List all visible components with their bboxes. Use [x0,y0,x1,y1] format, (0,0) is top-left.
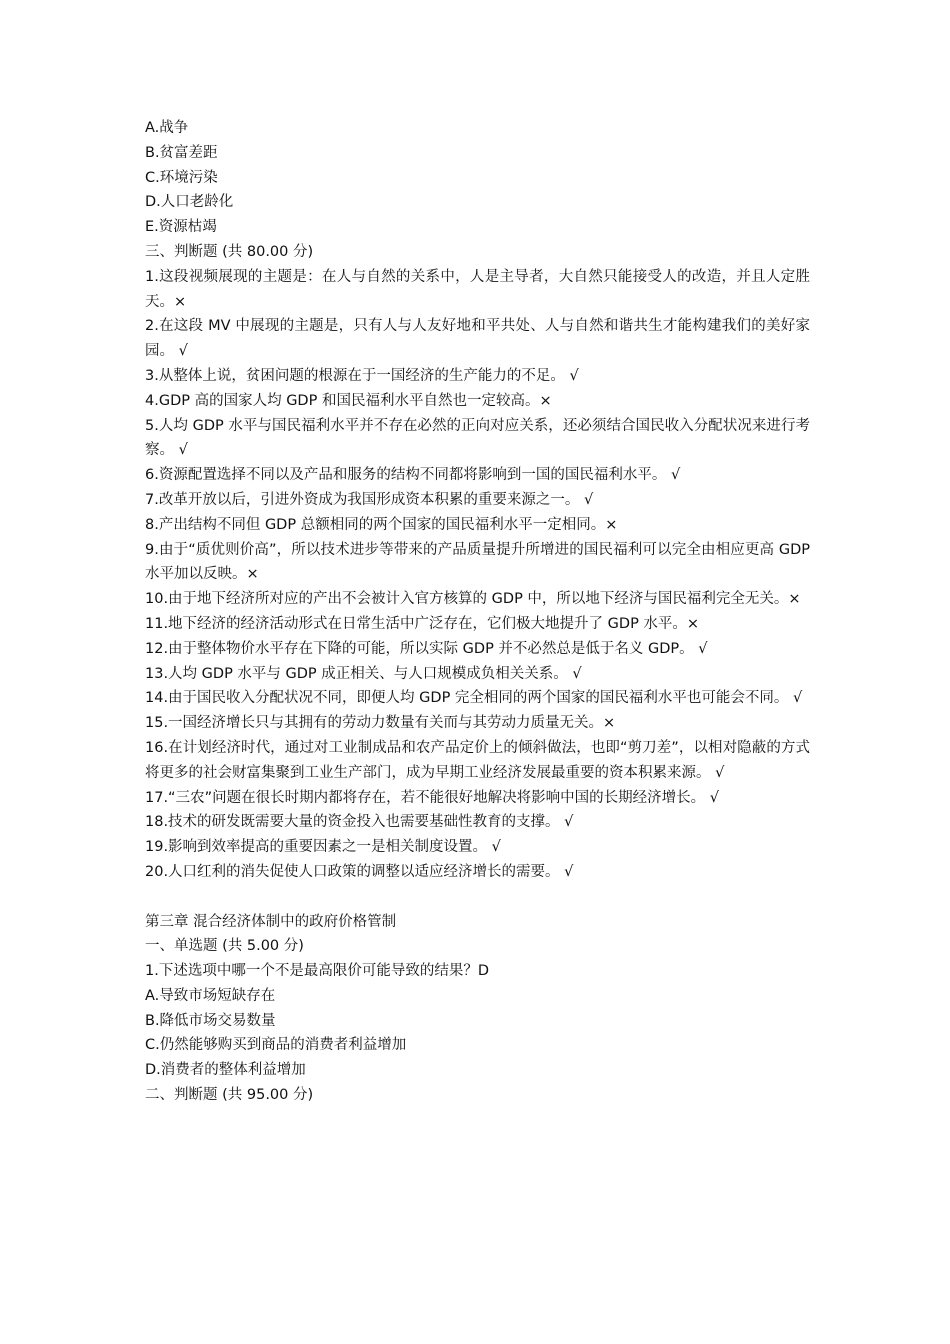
option-a: A.战争 [145,120,189,136]
option-b: B.降低市场交易数量 [145,1012,276,1029]
judgment-item: 9.由于“质优则价高”，所以技术进步等带来的产品质量提升所增进的国民福利可以完全由相应更高 GDP 水平加以反映。× [145,541,810,583]
judgment-item: 3.从整体上说，贫困问题的根源在于一国经济的生产能力的不足。 √ [145,367,579,384]
judgment-item: 17.“三农”问题在很长时期内都将存在，若不能很好地解决将影响中国的长期经济增长。 √ [145,789,719,806]
option-d: D.消费者的整体利益增加 [145,1062,306,1079]
section-header-judgment: 二、判断题 (共 95.00 分) [145,1087,314,1104]
judgment-item: 12.由于整体物价水平存在下降的可能，所以实际 GDP 并不必然总是低于名义 GDP。 √ [145,640,708,657]
judgment-item: 10.由于地下经济所对应的产出不会被计入官方核算的 GDP 中，所以地下经济与国民福利完全无关。× [145,591,801,608]
option-d: D.人口老龄化 [145,194,234,211]
judgment-item: 5.人均 GDP 水平与国民福利水平并不存在必然的正向对应关系，还必须结合国民收入分配状况来进行考察。 √ [145,417,810,459]
option-b: B.贫富差距 [145,144,218,161]
chapter-title: 第三章 混合经济体制中的政府价格管制 [145,913,397,930]
section-header-single-choice: 一、单选题 (共 5.00 分) [145,938,304,955]
judgment-item: 1.这段视频展现的主题是：在人与自然的关系中，人是主导者，大自然只能接受人的改造，并且人定胜天。× [145,268,810,310]
judgment-item: 11.地下经济的经济活动形式在日常生活中广泛存在，它们极大地提升了 GDP 水平。× [145,615,700,632]
option-c: C.环境污染 [145,169,218,186]
question-text: 1.下述选项中哪一个不是最高限价可能导致的结果？D [145,963,489,980]
judgment-item: 2.在这段 MV 中展现的主题是，只有人与人友好地和平共处、人与自然和谐共生才能构建我们的美好家园。 √ [145,318,810,360]
judgment-item: 19.影响到效率提高的重要因素之一是相关制度设置。 √ [145,839,501,856]
judgment-item: 14.由于国民收入分配状况不同，即便人均 GDP 完全相同的两个国家的国民福利水平也可能会不同。 √ [145,690,803,707]
judgment-item: 20.人口红利的消失促使人口政策的调整以适应经济增长的需要。 √ [145,863,574,880]
section-header-judgment: 三、判断题 (共 80.00 分) [145,243,314,260]
blank-line [145,885,810,910]
judgment-item: 18.技术的研发既需要大量的资金投入也需要基础性教育的支撑。 √ [145,814,574,831]
judgment-item: 6.资源配置选择不同以及产品和服务的结构不同都将影响到一国的国民福利水平。 √ [145,467,681,484]
judgment-list [145,265,810,885]
judgment-item: 4.GDP 高的国家人均 GDP 和国民福利水平自然也一定较高。× [145,392,552,409]
judgment-item: 15.一国经济增长只与其拥有的劳动力数量有关而与其劳动力质量无关。× [145,715,616,732]
chapter-three [145,910,810,1108]
document-page [145,116,810,1108]
option-e: E.资源枯竭 [145,219,217,236]
judgment-item: 8.产出结构不同但 GDP 总额相同的两个国家的国民福利水平一定相同。× [145,516,618,533]
option-a: A.导致市场短缺存在 [145,987,276,1004]
judgment-item: 16.在计划经济时代，通过对工业制成品和农产品定价上的倾斜做法，也即“剪刀差”，以相对隐蔽的方式将更多的社会财富集聚到工业生产部门，成为早期工业经济发展最重要的资本积累来源。 √ [145,739,810,781]
previous-question-options [145,116,810,240]
judgment-item: 13.人均 GDP 水平与 GDP 成正相关、与人口规模成负相关关系。 √ [145,665,582,682]
judgment-item: 7.改革开放以后，引进外资成为我国形成资本积累的重要来源之一。 √ [145,491,594,508]
option-c: C.仍然能够购买到商品的消费者利益增加 [145,1037,407,1054]
